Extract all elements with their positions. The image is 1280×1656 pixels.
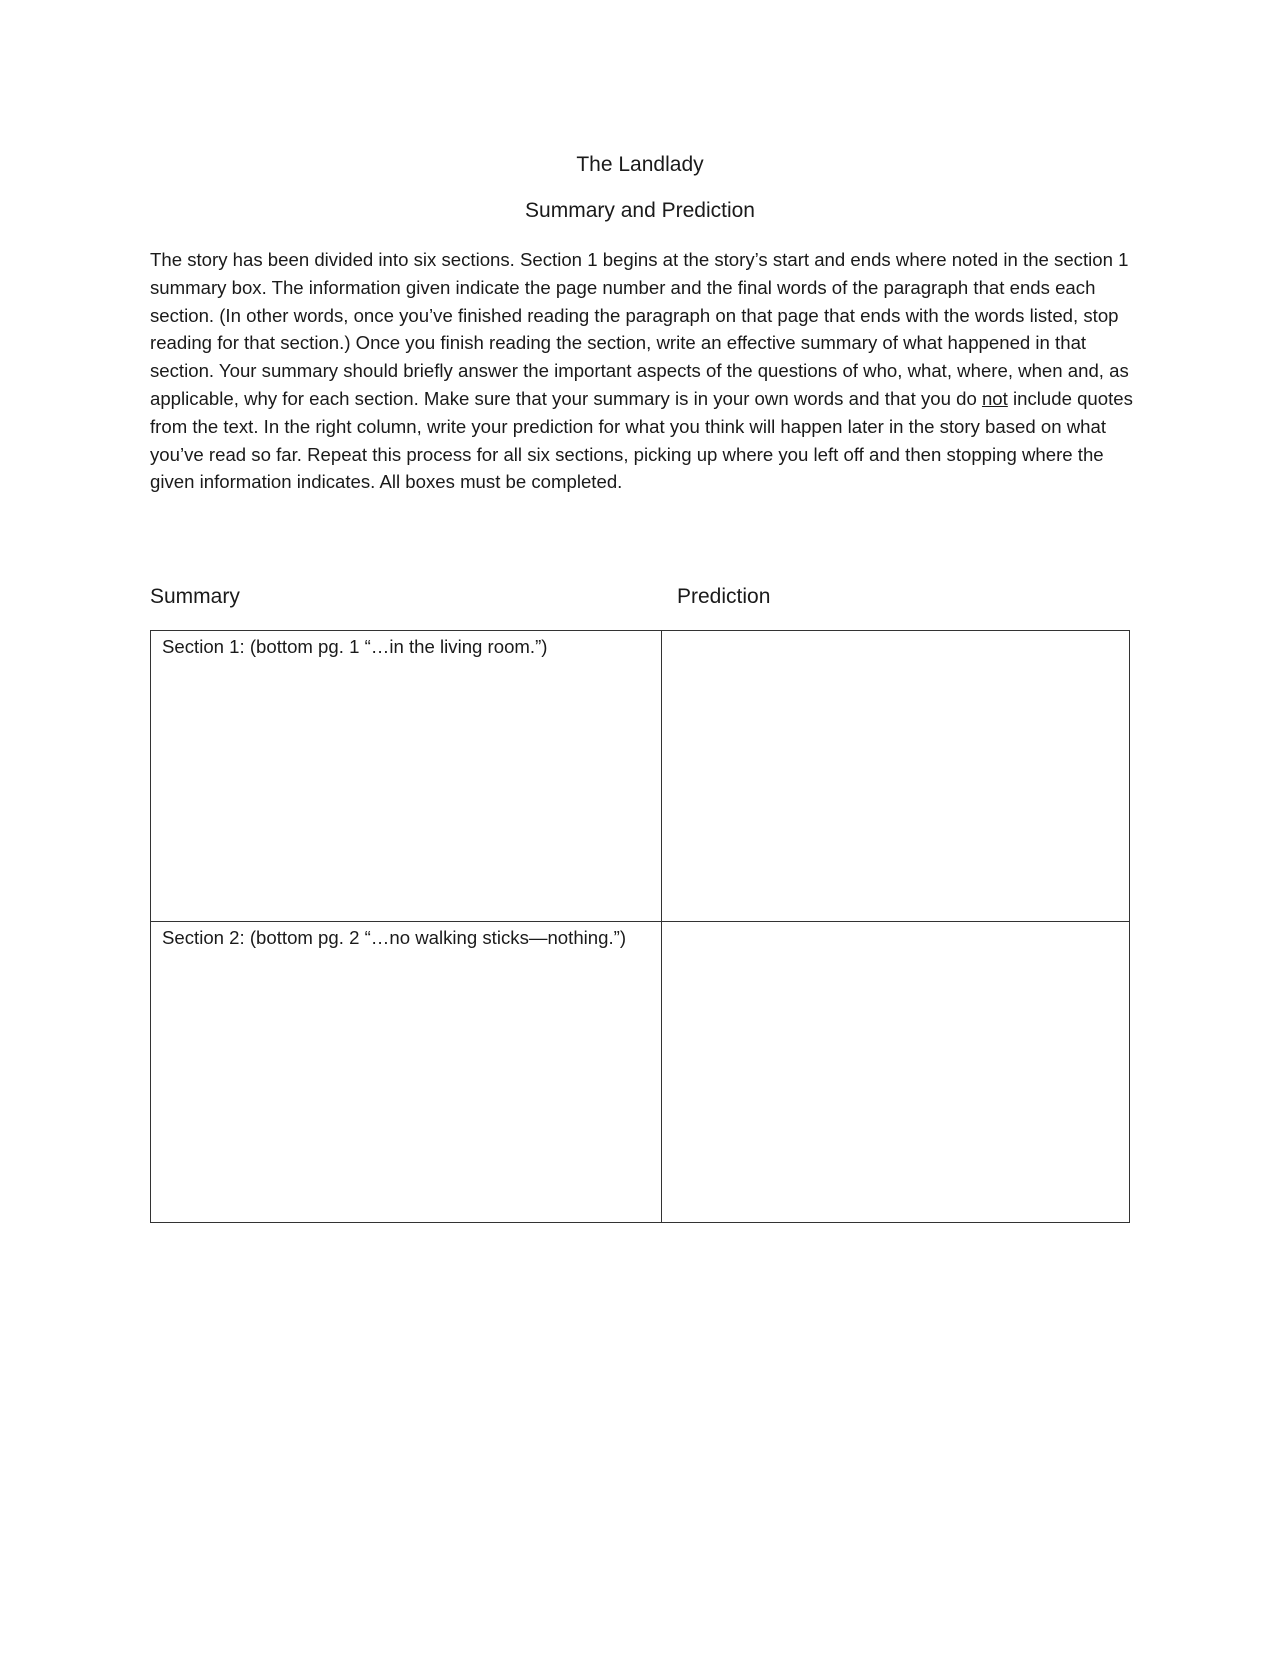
document-title: The Landlady — [576, 153, 704, 176]
instructions-emphasis: not — [981, 387, 1008, 409]
instructions-paragraph — [150, 246, 1135, 496]
summary-prediction-table — [150, 630, 1130, 1223]
section-2-prediction-box[interactable] — [662, 922, 1130, 1223]
instructions-text-part2: include quotes from the text. In the right column, write your prediction for what you think will happen later in the story based on what you’ve read so far. Repeat this process for all six sections, picking up where you left off and then stopping where the given information indicates. All boxes must be completed. — [150, 387, 1133, 493]
document-subtitle: Summary and Prediction — [525, 199, 755, 222]
section-1-summary-box[interactable] — [151, 631, 662, 922]
prediction-column-heading: Prediction — [677, 585, 771, 608]
table-row — [151, 631, 1130, 922]
section-2-label: Section 2: (bottom pg. 2 “…no walking sticks—nothing.”) — [162, 927, 627, 948]
section-1-label: Section 1: (bottom pg. 1 “…in the living room.”) — [162, 636, 548, 657]
summary-column-heading: Summary — [150, 585, 240, 608]
section-1-prediction-box[interactable] — [662, 631, 1130, 922]
table-row — [151, 922, 1130, 1223]
section-2-summary-box[interactable] — [151, 922, 662, 1223]
instructions-text-part1: The story has been divided into six sections. Section 1 begins at the story’s start and ends where noted in the section 1 summary box. The information given indicate the page number and the final words of the paragraph that ends each section. (In other words, once you’ve finished reading the paragraph on that page that ends with the words listed, stop reading for that section.) Once you finish reading the section, write an effective summary of what happened in that section. Your summary should briefly answer the important aspects of the questions of who, what, where, when and, as applicable, why for each section. Make sure that your summary is in your own words and that you do — [150, 249, 1129, 409]
